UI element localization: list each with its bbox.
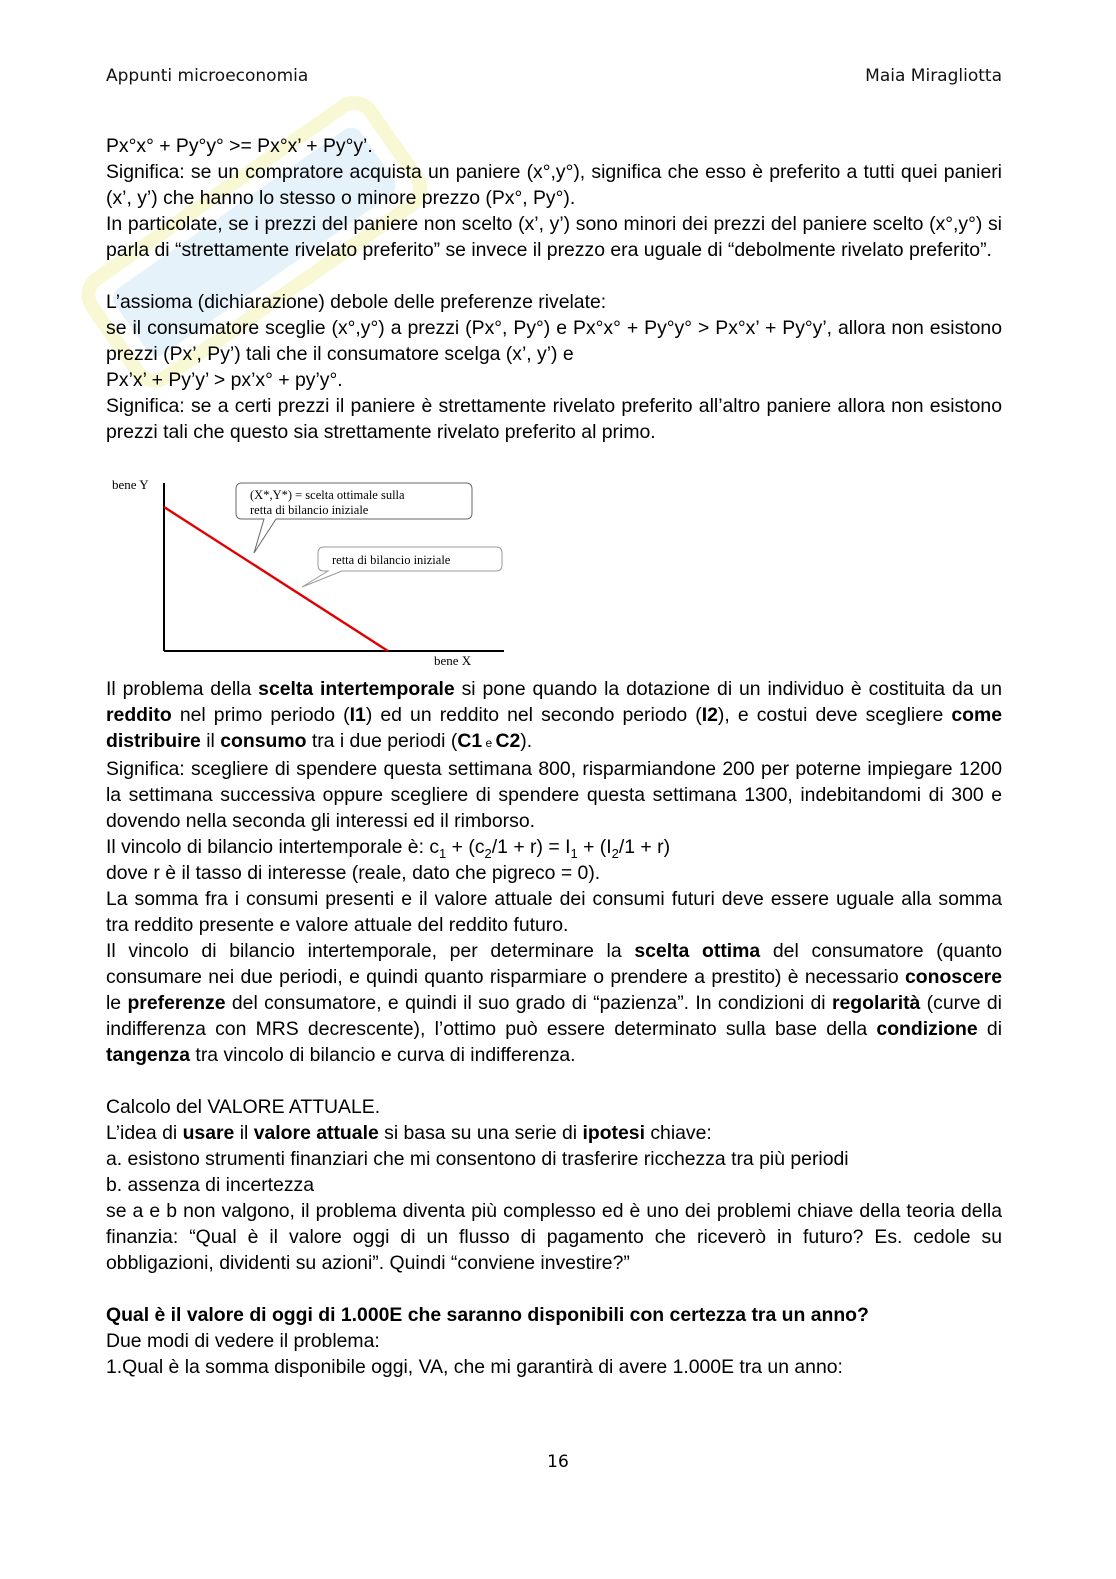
formula-line: Il vincolo di bilancio intertemporale è: $c_1 + (c_2/1 + r) = I_1 + (I_2/1 + r)$ <box>106 836 671 861</box>
y-axis-label: bene Y <box>112 477 149 492</box>
list-item: b. assenza di incertezza <box>106 1174 315 1196</box>
formula-line: Px°x° + Py°y° >= Px°x’ + Py°y’. <box>106 135 373 157</box>
page-header <box>106 66 1002 92</box>
x-axis-label: bene X <box>434 653 472 668</box>
header-author: Maia Miragliotta <box>865 66 1002 86</box>
paragraph: La somma fra i consumi presenti e il valore attuale dei consumi futuri deve essere uguale alla somma tra reddito presente e valore attuale del reddito futuro. <box>106 888 1002 936</box>
paragraph: Il problema della scelta intertemporale si pone quando la dotazione di un individuo è costituita da un reddito nel primo periodo (I1) ed un reddito nel secondo periodo (I2), e costui deve scegliere come distribuire il consumo tra i due periodi (C1 e C2). <box>106 678 1002 752</box>
paragraph: L’idea di usare il valore attuale si basa su una serie di ipotesi chiave: <box>106 1122 712 1144</box>
callout-text: retta di bilancio iniziale <box>332 553 451 567</box>
formula-line: Px’x’ + Py’y’ > px’x° + py’y°. <box>106 369 343 391</box>
header-title: Appunti microeconomia <box>106 66 309 86</box>
budget-line-figure <box>106 455 1002 670</box>
paragraph: In particolate, se i prezzi del paniere non scelto (x’, y’) sono minori dei prezzi del paniere scelto (x°,y°) si parla di “strettamente rivelato preferito” se invece il prezzo era uguale di “debolmente rivelato preferito”. <box>106 213 1002 261</box>
page-number: 16 <box>547 1452 569 1472</box>
paragraph: L’assioma (dichiarazione) debole delle preferenze rivelate: <box>106 291 607 313</box>
paragraph: Due modi di vedere il problema: <box>106 1330 380 1352</box>
list-item: a. esistono strumenti finanziari che mi consentono di trasferire ricchezza tra più periodi <box>106 1148 849 1170</box>
callout-text: (X*,Y*) = scelta ottimale sulla <box>250 488 405 502</box>
paragraph: Significa: se a certi prezzi il paniere è strettamente rivelato preferito all’altro paniere allora non esistono prezzi tali che questo sia strettamente rivelato preferito al primo. <box>106 395 1002 443</box>
paragraph: Significa: scegliere di spendere questa settimana 800, risparmiandone 200 per poterne impiegare 1200 la settimana successiva oppure scegliere di spendere questa settimana 1300, indebitandomi di 300 e dovendo nella seconda gli interessi ed il rimborso. <box>106 758 1002 832</box>
paragraph: Significa: se un compratore acquista un paniere (x°,y°), significa che esso è preferito a tutti quei panieri (x’, y’) che hanno lo stesso o minore prezzo (Px°, Py°). <box>106 161 1002 209</box>
paragraph: Il vincolo di bilancio intertemporale, per determinare la scelta ottima del consumatore (quanto consumare nei due periodi, e quindi quanto risparmiare o prendere a prestito) è necessario conoscere le preferenze del consumatore, e quindi il suo grado di “pazienza”. In condizioni di regolarità (curve di indifferenza con MRS decrescente), l’ottimo può essere determinato sulla base della condizione di tangenza tra vincolo di bilancio e curva di indifferenza. <box>106 940 1002 1066</box>
paragraph: se a e b non valgono, il problema diventa più complesso ed è uno dei problemi chiave della teoria della finanzia: “Qual è il valore oggi di un flusso di pagamento che riceverò in futuro? Es. cedole su obbligazioni, dividenti su azioni”. Quindi “conviene investire?” <box>106 1200 1002 1274</box>
question-heading: Qual è il valore di oggi di 1.000E che saranno disponibili con certezza tra un anno? <box>106 1304 869 1326</box>
budget-line <box>164 507 388 651</box>
callout-text: retta di bilancio iniziale <box>250 503 369 517</box>
paragraph: 1.Qual è la somma disponibile oggi, VA, che mi garantirà di avere 1.000E tra un anno: <box>106 1356 843 1378</box>
paragraph: dove r è il tasso di interesse (reale, dato che pigreco = 0). <box>106 862 601 884</box>
paragraph: se il consumatore sceglie (x°,y°) a prezzi (Px°, Py°) e Px°x° + Py°y° > Px°x’ + Py°y’, allora non esistono prezzi (Px’, Py’) tali che il consumatore scelga (x’, y’) e <box>106 317 1002 365</box>
document-body <box>106 133 1002 1380</box>
section-heading: Calcolo del VALORE ATTUALE. <box>106 1096 381 1118</box>
